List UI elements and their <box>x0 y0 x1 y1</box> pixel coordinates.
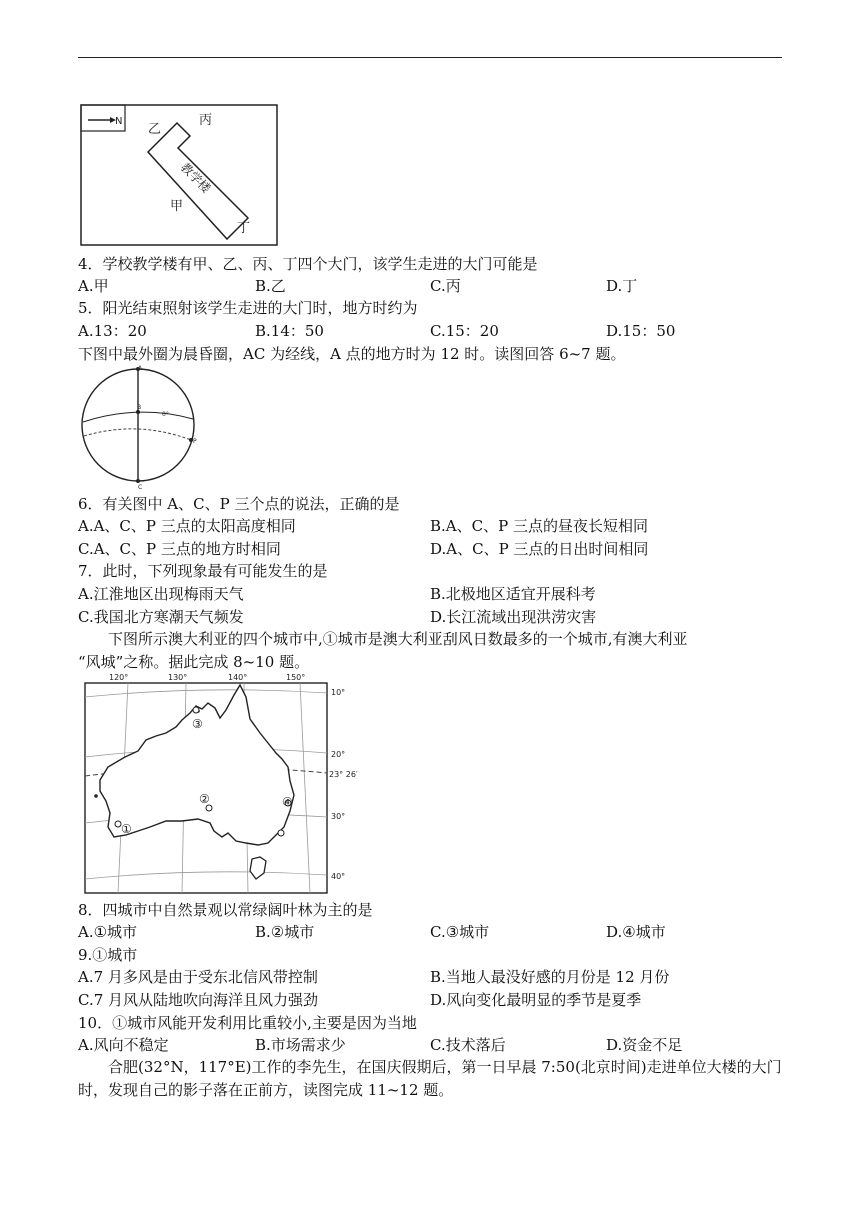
q6-option-a: A.A、C、P 三点的太阳高度相同 <box>78 517 296 535</box>
north-label: N <box>115 116 123 127</box>
q9-stem: 9.①城市 <box>78 946 138 964</box>
q9-option-b: B.当地人最没好感的月份是 12 月份 <box>430 968 670 986</box>
q5-stem: 5．阳光结束照射该学生走进的大门时，地方时约为 <box>78 299 418 317</box>
q8-option-c: C.③城市 <box>430 923 490 941</box>
lon-label-140: 140° <box>228 673 248 682</box>
q4-option-b: B.乙 <box>255 277 286 295</box>
city-2-label: ② <box>199 792 210 806</box>
gate-ding: 丁 <box>237 221 251 236</box>
q4-option-d: D.丁 <box>606 277 638 295</box>
q6-option-d: D.A、C、P 三点的日出时间相同 <box>430 540 649 558</box>
intro-11-12-text: 合肥(32°N，117°E)工作的李先生，在国庆假期后，第一日早晨 7:50(北京时间)走进单位大楼的大门时，发现自己的影子落在正前方，读图完成 11~12 题。 <box>78 1058 782 1099</box>
equator-label: 0° <box>162 411 169 418</box>
q5-option-c: C.15：20 <box>430 322 499 340</box>
lon-label-150: 150° <box>286 673 306 682</box>
lat-label-tropic: 23° 26′ <box>329 770 358 779</box>
q4-stem: 4．学校教学楼有甲、乙、丙、丁四个大门，该学生走进的大门可能是 <box>78 255 538 273</box>
q4-option-c: C.丙 <box>430 277 461 295</box>
q6-stem: 6．有关图中 A、C、P 三个点的说法，正确的是 <box>78 495 400 513</box>
building-figure <box>80 104 278 246</box>
q4-option-a: A.甲 <box>78 277 109 295</box>
q7-option-c: C.我国北方寒潮天气频发 <box>78 608 244 626</box>
q10-stem: 10．①城市风能开发利用比重较小,主要是因为当地 <box>78 1014 417 1032</box>
gate-bing: 丙 <box>199 113 213 128</box>
city-1-label: ① <box>121 822 132 836</box>
q8-option-b: B.②城市 <box>255 923 315 941</box>
gate-jia: 甲 <box>170 199 184 214</box>
q5-option-b: B.14：50 <box>255 322 324 340</box>
q5-option-a: A.13：20 <box>78 322 147 340</box>
city-3-label: ③ <box>192 717 203 731</box>
intro-6-7: 下图中最外圈为晨昏圈，AC 为经线，A 点的地方时为 12 时。读图回答 6~7 题。 <box>78 345 626 363</box>
point-p: P <box>193 438 197 445</box>
intro-8-10-line1: 下图所示澳大利亚的四个城市中,①城市是澳大利亚刮风日数最多的一个城市,有澳大利亚 <box>108 630 688 648</box>
q6-option-c: C.A、C、P 三点的地方时相同 <box>78 540 281 558</box>
q8-option-d: D.④城市 <box>606 923 666 941</box>
q10-option-c: C.技术落后 <box>430 1036 506 1054</box>
header-rule <box>78 57 782 58</box>
lat-label-40: 40° <box>331 872 346 881</box>
q7-option-a: A.江淮地区出现梅雨天气 <box>78 585 244 603</box>
q6-option-b: B.A、C、P 三点的昼夜长短相同 <box>430 517 648 535</box>
intro-11-12 <box>78 1056 784 1102</box>
q7-option-d: D.长江流域出现洪涝灾害 <box>430 608 597 626</box>
lon-label-120: 120° <box>109 673 129 682</box>
q7-stem: 7．此时，下列现象最有可能发生的是 <box>78 562 328 580</box>
q10-option-a: A.风向不稳定 <box>78 1036 169 1054</box>
point-c: C <box>138 484 143 491</box>
building-label: 教学楼 <box>177 160 214 196</box>
australia-map <box>78 673 360 895</box>
q8-option-a: A.①城市 <box>78 923 138 941</box>
q9-option-c: C.7 月风从陆地吹向海洋且风力强劲 <box>78 991 319 1009</box>
lat-label-10: 10° <box>331 688 346 697</box>
lat-label-20: 20° <box>331 750 346 759</box>
q8-stem: 8．四城市中自然景观以常绿阔叶林为主的是 <box>78 901 373 919</box>
lat-label-30: 30° <box>331 812 346 821</box>
q7-option-b: B.北极地区适宜开展科考 <box>430 585 596 603</box>
q5-option-d: D.15：50 <box>606 322 676 340</box>
q9-option-d: D.风向变化最明显的季节是夏季 <box>430 991 642 1009</box>
intro-8-10-line2: “风城”之称。据此完成 8~10 题。 <box>78 653 310 671</box>
terminator-figure <box>78 364 204 492</box>
point-b: B <box>137 404 142 411</box>
q10-option-d: D.资金不足 <box>606 1036 683 1054</box>
lon-label-130: 130° <box>168 673 188 682</box>
point-a: A <box>138 365 143 372</box>
q10-option-b: B.市场需求少 <box>255 1036 346 1054</box>
q9-option-a: A.7 月多风是由于受东北信风带控制 <box>78 968 318 986</box>
city-4-label: ④ <box>282 795 293 809</box>
gate-yi: 乙 <box>148 122 162 137</box>
